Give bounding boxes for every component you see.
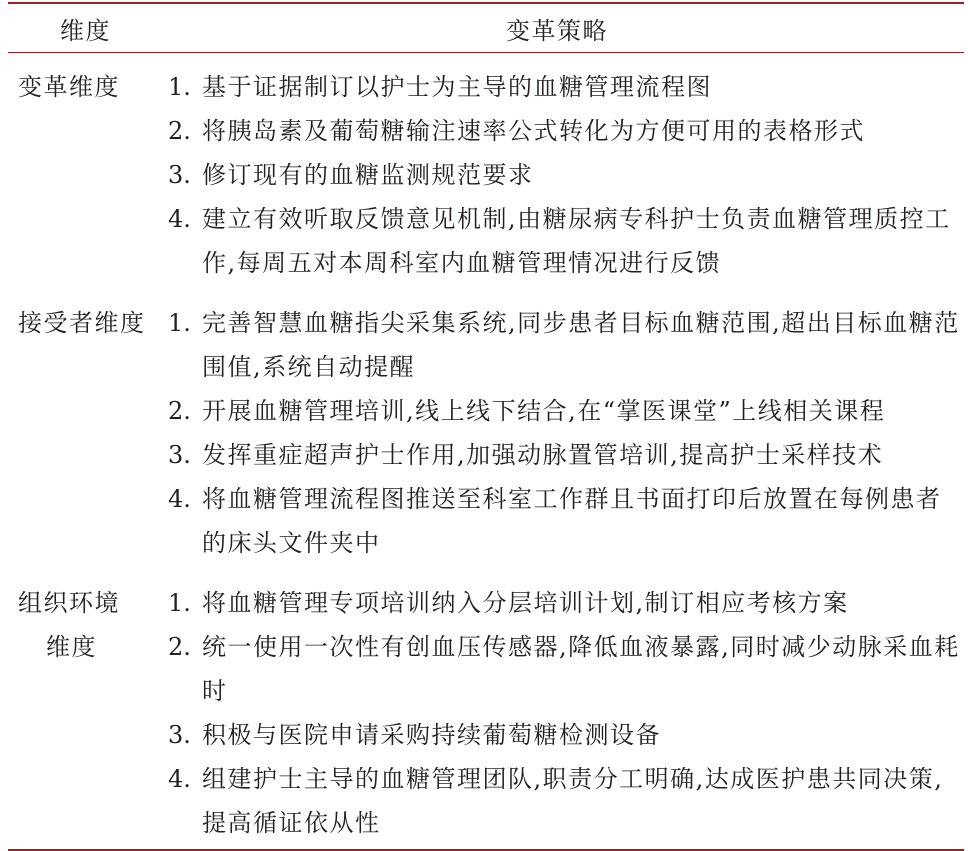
list-item: [168, 197, 964, 285]
list-item: [168, 65, 964, 109]
item-number: 4.: [168, 765, 191, 793]
list-item: [168, 757, 964, 845]
item-text: 组建护士主导的血糖管理团队,职责分工明确,达成医护患共同决策,提高循证依从性: [202, 765, 944, 837]
dimension-label-line2: 维度: [46, 633, 97, 661]
item-text: 基于证据制订以护士为主导的血糖管理流程图: [202, 73, 712, 101]
item-number: 1.: [168, 589, 191, 617]
list-item: [168, 477, 964, 565]
header-dimension: 维度: [8, 3, 168, 53]
dimension-label: 接受者维度: [18, 309, 146, 337]
dimension-cell: [8, 289, 168, 569]
list-item: [168, 389, 964, 433]
item-text: 完善智慧血糖指尖采集系统,同步患者目标血糖范围,超出目标血糖范围值,系统自动提醒: [202, 309, 960, 381]
item-number: 4.: [168, 485, 191, 513]
item-text: 积极与医院申请采购持续葡萄糖检测设备: [202, 721, 661, 749]
item-number: 2.: [168, 633, 191, 661]
strategy-cell: [168, 53, 964, 290]
list-item: [168, 433, 964, 477]
strategy-cell: [168, 569, 964, 850]
item-number: 2.: [168, 117, 191, 145]
list-item: [168, 581, 964, 625]
header-strategy: 变革策略: [168, 3, 964, 53]
list-item: [168, 153, 964, 197]
strategy-table: [8, 2, 964, 851]
item-text: 修订现有的血糖监测规范要求: [202, 161, 534, 189]
table-row: [8, 569, 964, 850]
strategy-cell: [168, 289, 964, 569]
dimension-cell: [8, 569, 168, 850]
item-number: 4.: [168, 205, 191, 233]
dimension-label: 组织环境: [18, 589, 120, 617]
item-number: 3.: [168, 721, 191, 749]
item-number: 3.: [168, 441, 191, 469]
table-row: [8, 289, 964, 569]
item-text: 将血糖管理专项培训纳入分层培训计划,制订相应考核方案: [202, 589, 849, 617]
item-number: 1.: [168, 309, 191, 337]
item-text: 将胰岛素及葡萄糖输注速率公式转化为方便可用的表格形式: [202, 117, 865, 145]
item-text: 开展血糖管理培训,线上线下结合,在“掌医课堂”上线相关课程: [202, 397, 886, 425]
list-item: [168, 109, 964, 153]
item-number: 2.: [168, 397, 191, 425]
item-number: 3.: [168, 161, 191, 189]
item-text: 统一使用一次性有创血压传感器,降低血液暴露,同时减少动脉采血耗时: [202, 633, 960, 705]
table-header: [8, 3, 964, 53]
dimension-label: 变革维度: [18, 73, 120, 101]
list-item: [168, 625, 964, 713]
dimension-cell: [8, 53, 168, 290]
table-row: [8, 53, 964, 290]
item-number: 1.: [168, 73, 191, 101]
list-item: [168, 301, 964, 389]
list-item: [168, 713, 964, 757]
item-text: 将血糖管理流程图推送至科室工作群且书面打印后放置在每例患者的床头文件夹中: [202, 485, 942, 557]
item-text: 建立有效听取反馈意见机制,由糖尿病专科护士负责血糖管理质控工作,每周五对本周科室内血糖管理情况进行反馈: [202, 205, 951, 277]
item-text: 发挥重症超声护士作用,加强动脉置管培训,提高护士采样技术: [202, 441, 884, 469]
